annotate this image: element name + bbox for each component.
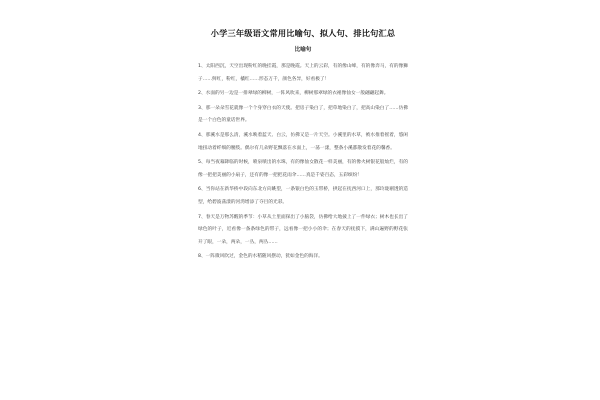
document-title: 小学三年级语文常用比喻句、拟人句、排比句汇总 <box>210 28 396 38</box>
paragraph-3: 3、那一朵朵雪花就像一个个身穿白衣的天使。把房子染白了，把草地染白了，把高山染白了……仿佛是一个白色的童话世界。 <box>198 105 408 124</box>
paragraph-4: 4、那溪水是那么清，溪水映着蓝天、白云，仿佛又是一片天空。小溪里的水草，被水推着摇着，悠闲地扭动着纤细的腰肢。偶尔有几朵野花飘落在水面上，一荡一漾，整条小溪都散发着花的馨香。 <box>198 132 408 151</box>
section-heading: 比喻句 <box>294 47 312 53</box>
paragraph-6: 6、当你站在新华桥中段向东北方向眺望，一条银白色的玉带桥，拱起在抚西河口上，那玲珑剔透的造型，给碧波荡漾的河湾增添了夺目的光彩。 <box>198 187 408 205</box>
paragraph-1: 1、太阳西沉，天空出现粉红的晚挂霞，那是晚霞。天上的云彩，有的像山峰，有的像奔马，有的像狮子……鲜红，粉红，橘红……形态万千，颜色各异，好看极了！ <box>198 64 408 82</box>
paragraph-8: 8、一阵微风吹过，金色的水稻随风摆动，犹如金色的海洋。 <box>198 254 323 260</box>
paragraph-5: 5、每当夜幕降临的时候，喷泉喷出的水珠，有的像仙女散花一样美丽，有的像火树银花般灿烂，有的像一把把美丽的小扇子，还有的像一把把花雨伞……真是千姿百态，五彩缤纷！ <box>198 160 408 178</box>
paragraph-2: 2、水面的另一边是一排翠绿的柳树，一阵风吹来，柳树那翠绿的衣裙像仙女一般翩翩起舞。 <box>198 91 389 97</box>
document-page <box>198 20 408 392</box>
paragraph-7: 7、春天是万物苏醒的季节：小草从土里面探出了小脑袋，仿佛给大地披上了一件绿衣；树木也长出了绿色的叶子，近看像一条条绿色的带子，远看像一把小小的伞；在春天的抚摸下，满山遍野的野花张开了眼，一朵，两朵，一丛，两丛…… <box>198 214 408 245</box>
